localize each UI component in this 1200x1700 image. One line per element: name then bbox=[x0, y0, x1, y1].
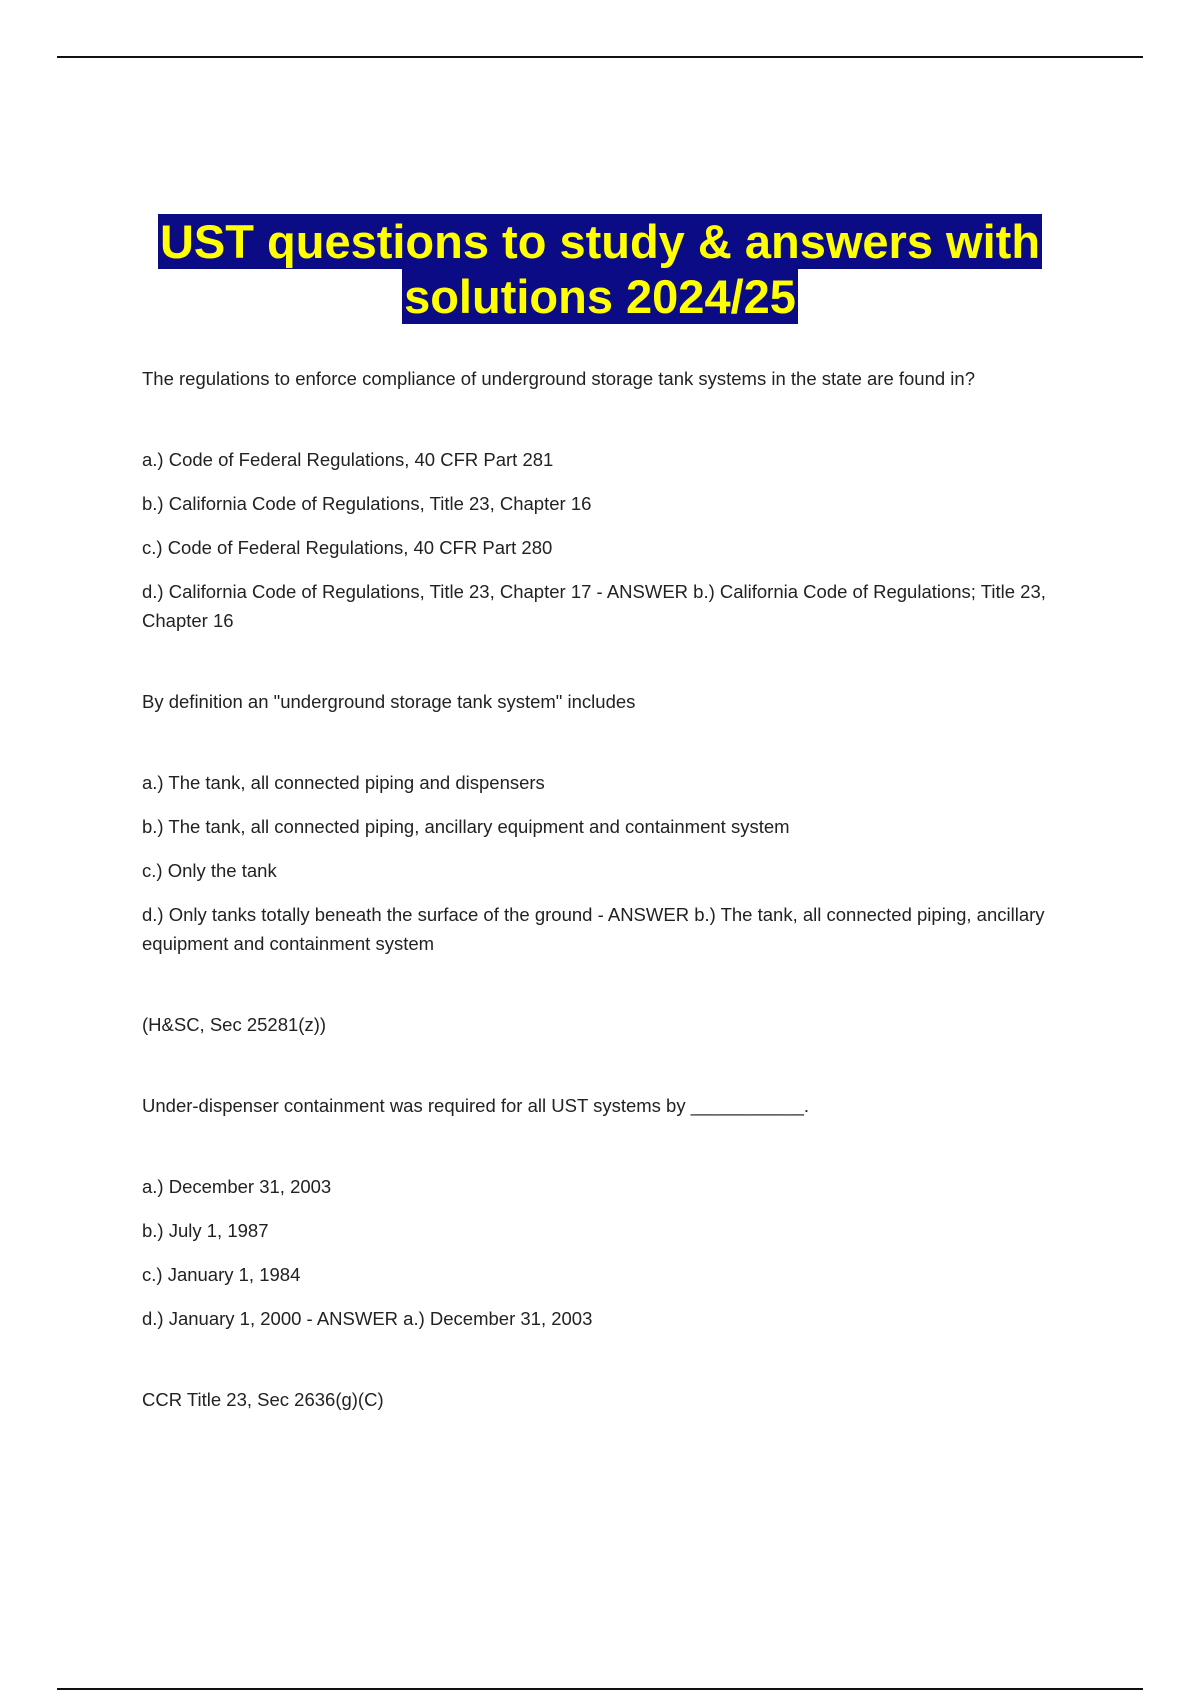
question-block-1 bbox=[142, 364, 1062, 635]
title-line-2: solutions 2024/25 bbox=[404, 270, 796, 323]
option-c: c.) Code of Federal Regulations, 40 CFR Part 280 bbox=[142, 537, 553, 558]
question-block-3 bbox=[142, 1091, 1062, 1414]
option-d-answer: d.) Only tanks totally beneath the surface of the ground - ANSWER b.) The tank, all connected piping, ancillary equipment and containment system bbox=[142, 904, 1045, 954]
option-d-answer: d.) January 1, 2000 - ANSWER a.) December 31, 2003 bbox=[142, 1308, 593, 1329]
document-title bbox=[0, 214, 1200, 324]
top-rule bbox=[57, 56, 1143, 58]
question-block-2 bbox=[142, 687, 1062, 1039]
option-b: b.) The tank, all connected piping, ancillary equipment and containment system bbox=[142, 816, 790, 837]
option-a: a.) The tank, all connected piping and dispensers bbox=[142, 772, 545, 793]
reference-citation: CCR Title 23, Sec 2636(g)(C) bbox=[142, 1389, 384, 1410]
option-d-answer: d.) California Code of Regulations, Title 23, Chapter 17 - ANSWER b.) California Code of Regulations; Title 23, Chapter 16 bbox=[142, 581, 1046, 631]
document-body bbox=[142, 364, 1062, 1414]
question-text: By definition an "underground storage tank system" includes bbox=[142, 691, 636, 712]
option-a: a.) December 31, 2003 bbox=[142, 1176, 332, 1197]
option-c: c.) Only the tank bbox=[142, 860, 277, 881]
reference-citation: (H&SC, Sec 25281(z)) bbox=[142, 1014, 327, 1035]
question-text: Under-dispenser containment was required for all UST systems by ___________. bbox=[142, 1095, 810, 1116]
bottom-rule bbox=[57, 1688, 1143, 1690]
spacer bbox=[142, 1039, 1062, 1091]
spacer bbox=[142, 1333, 1062, 1385]
option-c: c.) January 1, 1984 bbox=[142, 1264, 301, 1285]
title-line-1: UST questions to study & answers with bbox=[159, 215, 1041, 268]
option-b: b.) July 1, 1987 bbox=[142, 1220, 269, 1241]
option-b: b.) California Code of Regulations, Title 23, Chapter 16 bbox=[142, 493, 592, 514]
spacer bbox=[142, 635, 1062, 687]
question-text: The regulations to enforce compliance of underground storage tank systems in the state are found in? bbox=[142, 368, 975, 389]
option-a: a.) Code of Federal Regulations, 40 CFR Part 281 bbox=[142, 449, 554, 470]
spacer bbox=[142, 958, 1062, 1010]
